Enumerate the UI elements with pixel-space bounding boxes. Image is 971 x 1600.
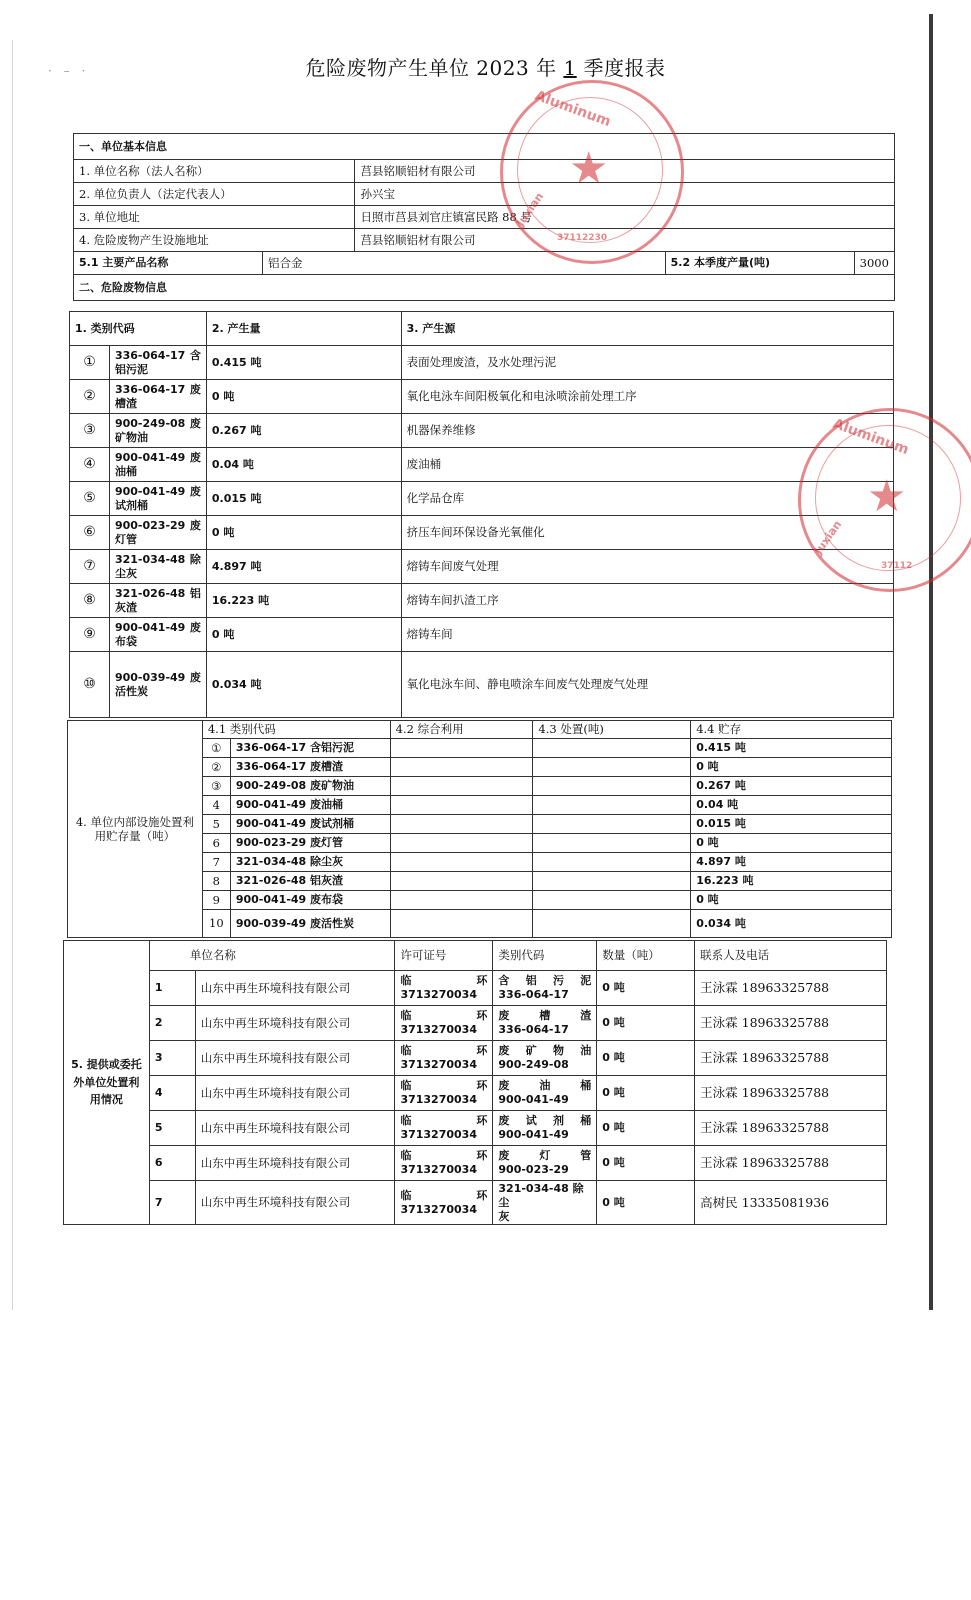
category-cell [493, 1181, 597, 1225]
contact: 王泳霖 18963325788 [695, 971, 887, 1006]
waste-source: 表面处理废渣，及水处理污泥 [401, 346, 893, 380]
category-name: 含铝污泥 [498, 974, 592, 988]
permit-prefix-line [400, 974, 487, 988]
category-cell [493, 1076, 597, 1111]
permit-prefix-b: 环 [476, 1188, 488, 1202]
external-disposal-table [63, 940, 887, 1225]
product-label: 5.1 主要产品名称 [74, 252, 263, 275]
company-seal-stamp: ★ Aluminum Juxian 37112230 [500, 80, 684, 264]
permit-number [395, 1006, 493, 1041]
disposal-amount [533, 758, 691, 777]
comprehensive-use [390, 910, 533, 938]
category-name: 废矿物油 [498, 1044, 592, 1058]
scan-specks: · – · [48, 64, 90, 78]
quantity: 0 吨 [597, 1181, 695, 1225]
section-1-header: 一、单位基本信息 [74, 134, 895, 160]
disposal-amount [533, 834, 691, 853]
col-permit: 许可证号 [395, 941, 493, 971]
storage-amount: 0 吨 [691, 758, 892, 777]
report-title: 危险废物产生单位 2023 年 1 季度报表 [305, 56, 666, 80]
category-code: 900-041-49 [498, 1128, 569, 1141]
category-code: 900-249-08 废矿物油 [230, 777, 390, 796]
row-number: ③ [202, 777, 230, 796]
comprehensive-use [390, 815, 533, 834]
permit-prefix-a: 临 [400, 1188, 412, 1202]
row-number: ⑤ [70, 482, 110, 516]
waste-amount: 0.04 吨 [206, 448, 401, 482]
external-row [64, 1111, 887, 1146]
category-code: 900-041-49 废油桶 [230, 796, 390, 815]
external-row [64, 1076, 887, 1111]
waste-row [70, 380, 894, 414]
permit-prefix-a: 临 [400, 1044, 412, 1058]
category-code: 336-064-17 [498, 1023, 569, 1036]
row-number: 7 [202, 853, 230, 872]
waste-row [70, 516, 894, 550]
permit-code: 3713270034 [400, 1093, 477, 1106]
permit-prefix-b: 环 [476, 974, 488, 988]
storage-amount: 0.415 吨 [691, 739, 892, 758]
permit-prefix-a: 临 [400, 1079, 412, 1093]
unit-name-value: 莒县铭顺铝材有限公司 [355, 160, 895, 183]
legal-rep-value: 孙兴宝 [355, 183, 895, 206]
comprehensive-use [390, 891, 533, 910]
quantity: 0 吨 [597, 1111, 695, 1146]
facility-address-value: 莒县铭顺铝材有限公司 [355, 229, 895, 252]
unit-name-label: 1. 单位名称（法人名称） [74, 160, 355, 183]
comprehensive-use [390, 739, 533, 758]
col-unit-name: 单位名称 [149, 941, 395, 971]
storage-amount: 0.267 吨 [691, 777, 892, 796]
external-row [64, 971, 887, 1006]
comprehensive-use [390, 834, 533, 853]
waste-source: 氧化电泳车间阳极氧化和电泳喷涂前处理工序 [401, 380, 893, 414]
permit-number [395, 1111, 493, 1146]
category-code: 900-041-49 废油桶 [109, 448, 206, 482]
permit-prefix-a: 临 [400, 1114, 412, 1128]
storage-amount: 0.015 吨 [691, 815, 892, 834]
permit-prefix-line [400, 1189, 487, 1203]
internal-disposal-table [67, 720, 892, 938]
unit-name: 山东中再生环境科技有限公司 [195, 1181, 395, 1225]
permit-number [395, 1076, 493, 1111]
row-number: 4 [149, 1076, 195, 1111]
basic-info-table [73, 133, 895, 301]
row-number: 5 [202, 815, 230, 834]
contact: 王泳霖 18963325788 [695, 1041, 887, 1076]
waste-source: 熔铸车间 [401, 618, 893, 652]
row-number: ② [202, 758, 230, 777]
waste-row [70, 652, 894, 718]
row-number: 10 [202, 910, 230, 938]
row-number: ③ [70, 414, 110, 448]
address-value: 日照市莒县刘官庄镇富民路 88 号 [355, 206, 895, 229]
waste-source: 熔铸车间废气处理 [401, 550, 893, 584]
legal-rep-label: 2. 单位负责人（法定代表人） [74, 183, 355, 206]
permit-prefix-b: 环 [476, 1009, 488, 1023]
col-source: 3. 产生源 [401, 312, 893, 346]
col-contact: 联系人及电话 [695, 941, 887, 971]
company-seal-stamp-2: ★ Aluminum Juxian 37112 [798, 408, 971, 592]
permit-prefix-line [400, 1009, 487, 1023]
storage-amount: 4.897 吨 [691, 853, 892, 872]
waste-source: 化学品仓库 [401, 482, 893, 516]
waste-amount: 4.897 吨 [206, 550, 401, 584]
col-4-1: 4.1 类别代码 [202, 721, 390, 739]
permit-number [395, 1041, 493, 1076]
scan-border [929, 14, 933, 1310]
row-number: 3 [149, 1041, 195, 1076]
disposal-amount [533, 796, 691, 815]
comprehensive-use [390, 853, 533, 872]
disposal-amount [533, 853, 691, 872]
waste-amount: 0.415 吨 [206, 346, 401, 380]
category-code: 336-064-17 含铝污泥 [230, 739, 390, 758]
output-value: 3000 [854, 252, 894, 275]
output-label: 5.2 本季度产量(吨) [665, 252, 854, 275]
row-number: ⑨ [70, 618, 110, 652]
facility-address-label: 4. 危险废物产生设施地址 [74, 229, 355, 252]
category-code: 灰 [498, 1209, 510, 1223]
category-code: 900-023-29 废灯管 [230, 834, 390, 853]
product-value: 铝合金 [263, 252, 666, 275]
permit-code: 3713270034 [400, 1163, 477, 1176]
address-label: 3. 单位地址 [74, 206, 355, 229]
contact: 王泳霖 18963325788 [695, 1076, 887, 1111]
permit-number [395, 971, 493, 1006]
unit-name: 山东中再生环境科技有限公司 [195, 1006, 395, 1041]
category-code: 900-041-49 废布袋 [230, 891, 390, 910]
row-number: 5 [149, 1111, 195, 1146]
waste-amount: 16.223 吨 [206, 584, 401, 618]
col-category: 类别代码 [493, 941, 597, 971]
waste-amount: 0 吨 [206, 618, 401, 652]
external-row [64, 1006, 887, 1041]
category-code: 321-026-48 铝灰渣 [230, 872, 390, 891]
waste-amount: 0.034 吨 [206, 652, 401, 718]
storage-amount: 0.04 吨 [691, 796, 892, 815]
quantity: 0 吨 [597, 971, 695, 1006]
storage-amount: 16.223 吨 [691, 872, 892, 891]
category-name: 321-034-48 除尘 [498, 1182, 584, 1209]
category-code: 900-041-49 [498, 1093, 569, 1106]
permit-code: 3713270034 [400, 1128, 477, 1141]
comprehensive-use [390, 758, 533, 777]
col-4-3: 4.3 处置(吨) [533, 721, 691, 739]
contact: 王泳霖 18963325788 [695, 1111, 887, 1146]
category-code: 336-064-17 含铝污泥 [109, 346, 206, 380]
comprehensive-use [390, 777, 533, 796]
waste-row [70, 414, 894, 448]
disposal-amount [533, 872, 691, 891]
row-number: ⑦ [70, 550, 110, 584]
category-name: 废槽渣 [498, 1009, 592, 1023]
disposal-amount [533, 910, 691, 938]
category-code: 900-041-49 废试剂桶 [109, 482, 206, 516]
quantity: 0 吨 [597, 1006, 695, 1041]
external-row [64, 1181, 887, 1225]
permit-number [395, 1146, 493, 1181]
row-number: ⑥ [70, 516, 110, 550]
category-name: 废试剂桶 [498, 1114, 592, 1128]
disposal-amount [533, 777, 691, 796]
permit-number [395, 1181, 493, 1225]
unit-name: 山东中再生环境科技有限公司 [195, 1041, 395, 1076]
waste-amount: 0.015 吨 [206, 482, 401, 516]
row-number: 9 [202, 891, 230, 910]
col-4-2: 4.2 综合利用 [390, 721, 533, 739]
category-code: 900-041-49 废试剂桶 [230, 815, 390, 834]
comprehensive-use [390, 796, 533, 815]
category-name: 废灯管 [498, 1149, 592, 1163]
waste-amount: 0 吨 [206, 380, 401, 414]
disposal-amount [533, 891, 691, 910]
external-row [64, 1041, 887, 1076]
waste-source: 氧化电泳车间、静电喷涂车间废气处理废气处理 [401, 652, 893, 718]
permit-prefix-b: 环 [476, 1149, 488, 1163]
category-code: 900-039-49 废活性炭 [109, 652, 206, 718]
disposal-amount [533, 815, 691, 834]
category-code: 321-026-48 铝灰渣 [109, 584, 206, 618]
row-number: 7 [149, 1181, 195, 1225]
waste-source: 挤压车间环保设备光氧催化 [401, 516, 893, 550]
row-number: 6 [149, 1146, 195, 1181]
unit-name: 山东中再生环境科技有限公司 [195, 1146, 395, 1181]
external-header-row [64, 941, 887, 971]
permit-prefix-line [400, 1149, 487, 1163]
waste-row [70, 584, 894, 618]
category-name: 废油桶 [498, 1079, 592, 1093]
contact: 王泳霖 18963325788 [695, 1146, 887, 1181]
permit-prefix-line [400, 1079, 487, 1093]
waste-row [70, 482, 894, 516]
category-code: 900-041-49 废布袋 [109, 618, 206, 652]
category-code: 321-034-48 除尘灰 [230, 853, 390, 872]
waste-info-table [69, 311, 894, 718]
permit-prefix-line [400, 1044, 487, 1058]
quantity: 0 吨 [597, 1076, 695, 1111]
contact: 王泳霖 18963325788 [695, 1006, 887, 1041]
storage-amount: 0 吨 [691, 834, 892, 853]
col-quantity: 数量（吨） [597, 941, 695, 971]
row-number: 1 [149, 971, 195, 1006]
permit-prefix-b: 环 [476, 1079, 488, 1093]
row-number: ② [70, 380, 110, 414]
category-cell [493, 1041, 597, 1076]
waste-row [70, 448, 894, 482]
permit-prefix-a: 临 [400, 1009, 412, 1023]
disposal-amount [533, 739, 691, 758]
permit-code: 3713270034 [400, 988, 477, 1001]
comprehensive-use [390, 872, 533, 891]
category-cell [493, 1111, 597, 1146]
row-number: 8 [202, 872, 230, 891]
contact: 高树民 13335081936 [695, 1181, 887, 1225]
category-code: 900-249-08 [498, 1058, 569, 1071]
row-number: ⑧ [70, 584, 110, 618]
internal-disposal-label: 4. 单位内部设施处置利用贮存量（吨） [68, 721, 203, 938]
category-code: 900-023-29 废灯管 [109, 516, 206, 550]
category-cell [493, 1146, 597, 1181]
waste-source: 机器保养维修 [401, 414, 893, 448]
category-cell [493, 971, 597, 1006]
scan-edge [12, 40, 13, 1310]
category-code: 336-064-17 废槽渣 [109, 380, 206, 414]
col-amount: 2. 产生量 [206, 312, 401, 346]
waste-row [70, 346, 894, 380]
permit-code: 3713270034 [400, 1023, 477, 1036]
internal-header-row [68, 721, 892, 739]
permit-prefix-b: 环 [476, 1114, 488, 1128]
row-number: 4 [202, 796, 230, 815]
col-category-code: 1. 类别代码 [70, 312, 207, 346]
category-cell [493, 1006, 597, 1041]
row-number: ① [202, 739, 230, 758]
unit-name: 山东中再生环境科技有限公司 [195, 1076, 395, 1111]
category-code: 336-064-17 [498, 988, 569, 1001]
row-number: ④ [70, 448, 110, 482]
category-code: 900-023-29 [498, 1163, 569, 1176]
quantity: 0 吨 [597, 1146, 695, 1181]
row-number: ⑩ [70, 652, 110, 718]
waste-row [70, 618, 894, 652]
permit-code: 3713270034 [400, 1202, 477, 1216]
category-code: 900-039-49 废活性炭 [230, 910, 390, 938]
permit-prefix-line [400, 1114, 487, 1128]
storage-amount: 0 吨 [691, 891, 892, 910]
row-number: 6 [202, 834, 230, 853]
unit-name: 山东中再生环境科技有限公司 [195, 971, 395, 1006]
category-code: 900-249-08 废矿物油 [109, 414, 206, 448]
waste-amount: 0 吨 [206, 516, 401, 550]
storage-amount: 0.034 吨 [691, 910, 892, 938]
external-row [64, 1146, 887, 1181]
category-code: 321-034-48 除尘灰 [109, 550, 206, 584]
quantity: 0 吨 [597, 1041, 695, 1076]
permit-prefix-a: 临 [400, 974, 412, 988]
col-4-4: 4.4 贮存 [691, 721, 892, 739]
section-2-header: 二、危险废物信息 [74, 275, 895, 301]
waste-source: 熔铸车间扒渣工序 [401, 584, 893, 618]
permit-prefix-b: 环 [476, 1044, 488, 1058]
permit-code: 3713270034 [400, 1058, 477, 1071]
permit-prefix-a: 临 [400, 1149, 412, 1163]
row-number: ① [70, 346, 110, 380]
row-number: 2 [149, 1006, 195, 1041]
unit-name: 山东中再生环境科技有限公司 [195, 1111, 395, 1146]
waste-row [70, 550, 894, 584]
category-code: 336-064-17 废槽渣 [230, 758, 390, 777]
external-disposal-label: 5. 提供或委托外单位处置利用情况 [64, 941, 150, 1225]
waste-amount: 0.267 吨 [206, 414, 401, 448]
waste-source: 废油桶 [401, 448, 893, 482]
